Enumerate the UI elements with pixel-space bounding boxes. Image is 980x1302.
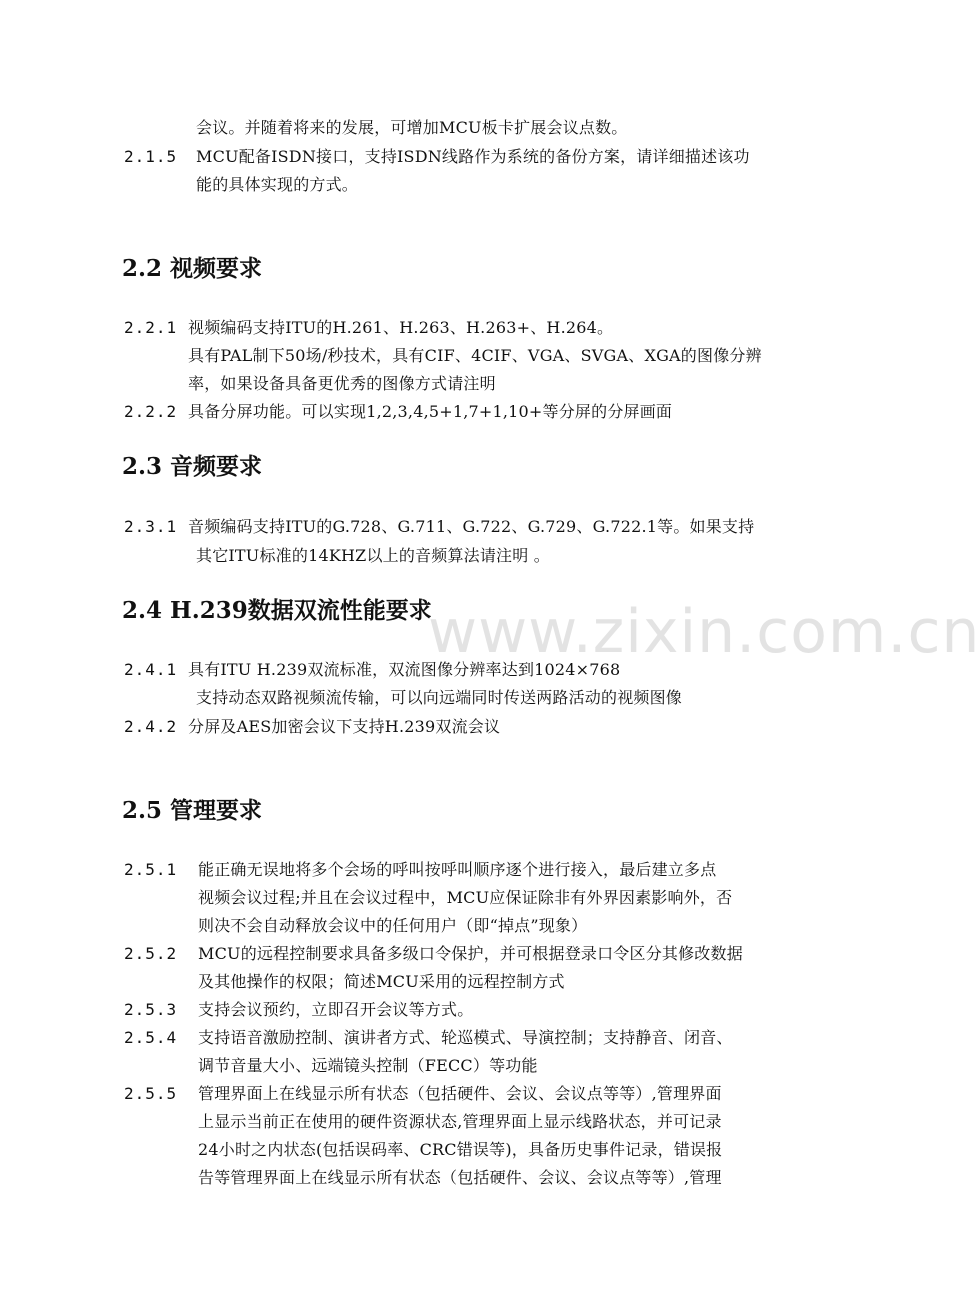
item-number: 2.3.1 <box>124 517 178 536</box>
item-text: MCU配备ISDN接口，支持ISDN线路作为系统的备份方案，请详细描述该功 <box>196 147 750 166</box>
item-number: 2.4.1 <box>124 660 178 679</box>
item-number: 2.2.1 <box>124 318 178 337</box>
item-text: 则决不会自动释放会议中的任何用户（即“掉点”现象） <box>198 916 588 935</box>
item-number: 2.5.1 <box>124 860 178 879</box>
item-text: 具备分屏功能。可以实现1,2,3,4,5+1,7+1,10+等分屏的分屏画面 <box>188 402 673 421</box>
item-text: 能的具体实现的方式。 <box>196 175 359 194</box>
item-text: 能正确无误地将多个会场的呼叫按呼叫顺序逐个进行接入，最后建立多点 <box>198 860 717 879</box>
item-text: 率，如果设备具备更优秀的图像方式请注明 <box>188 374 496 393</box>
item-text: 调节音量大小、远端镜头控制（FECC）等功能 <box>198 1056 538 1075</box>
item-number: 2.1.5 <box>124 147 178 166</box>
watermark: www.zixin.com.cn <box>428 597 980 667</box>
item-text: 管理界面上在线显示所有状态（包括硬件、会议、会议点等等）,管理界面 <box>198 1084 722 1103</box>
item-text: 及其他操作的权限；简述MCU采用的远程控制方式 <box>198 972 565 991</box>
item-text: 视频会议过程;并且在会议过程中，MCU应保证除非有外界因素影响外，否 <box>198 888 733 907</box>
item-text: MCU的远程控制要求具备多级口令保护，并可根据登录口令区分其修改数据 <box>198 944 743 963</box>
item-text: 分屏及AES加密会议下支持H.239双流会议 <box>188 717 501 736</box>
section-heading: 2.2 视频要求 <box>122 255 263 282</box>
item-number: 2.2.2 <box>124 402 178 421</box>
item-text: 具有PAL制下50场/秒技术，具有CIF、4CIF、VGA、SVGA、XGA的图像分辨 <box>188 346 762 365</box>
item-text: 上显示当前正在使用的硬件资源状态,管理界面上显示线路状态，并可记录 <box>198 1112 722 1131</box>
item-number: 2.4.2 <box>124 717 178 736</box>
section-heading: 2.5 管理要求 <box>122 797 263 824</box>
item-number: 2.5.2 <box>124 944 178 963</box>
item-text: 告等管理界面上在线显示所有状态（包括硬件、会议、会议点等等）,管理 <box>198 1168 722 1187</box>
item-text: 具有ITU H.239双流标准，双流图像分辨率达到1024×768 <box>188 660 621 679</box>
item-number: 2.5.3 <box>124 1000 178 1019</box>
section-heading: 2.4 H.239数据双流性能要求 <box>122 597 432 624</box>
item-number: 2.5.5 <box>124 1084 178 1103</box>
item-text: 支持语音激励控制、演讲者方式、轮巡模式、导演控制；支持静音、闭音、 <box>198 1028 733 1047</box>
item-text: 支持会议预约，立即召开会议等方式。 <box>198 1000 474 1019</box>
section-heading: 2.3 音频要求 <box>122 453 263 480</box>
item-text: 音频编码支持ITU的G.728、G.711、G.722、G.729、G.722.1等。如果支持 <box>188 517 755 536</box>
item-text: 支持动态双路视频流传输，可以向远端同时传送两路活动的视频图像 <box>196 688 683 707</box>
item-text: 24小时之内状态(包括误码率、CRC错误等)，具备历史事件记录，错误报 <box>198 1140 723 1159</box>
item-text: 其它ITU标准的14KHZ以上的音频算法请注明 。 <box>196 546 550 565</box>
intro-line: 会议。并随着将来的发展，可增加MCU板卡扩展会议点数。 <box>196 118 628 137</box>
item-text: 视频编码支持ITU的H.261、H.263、H.263+、H.264。 <box>188 318 614 337</box>
item-number: 2.5.4 <box>124 1028 178 1047</box>
